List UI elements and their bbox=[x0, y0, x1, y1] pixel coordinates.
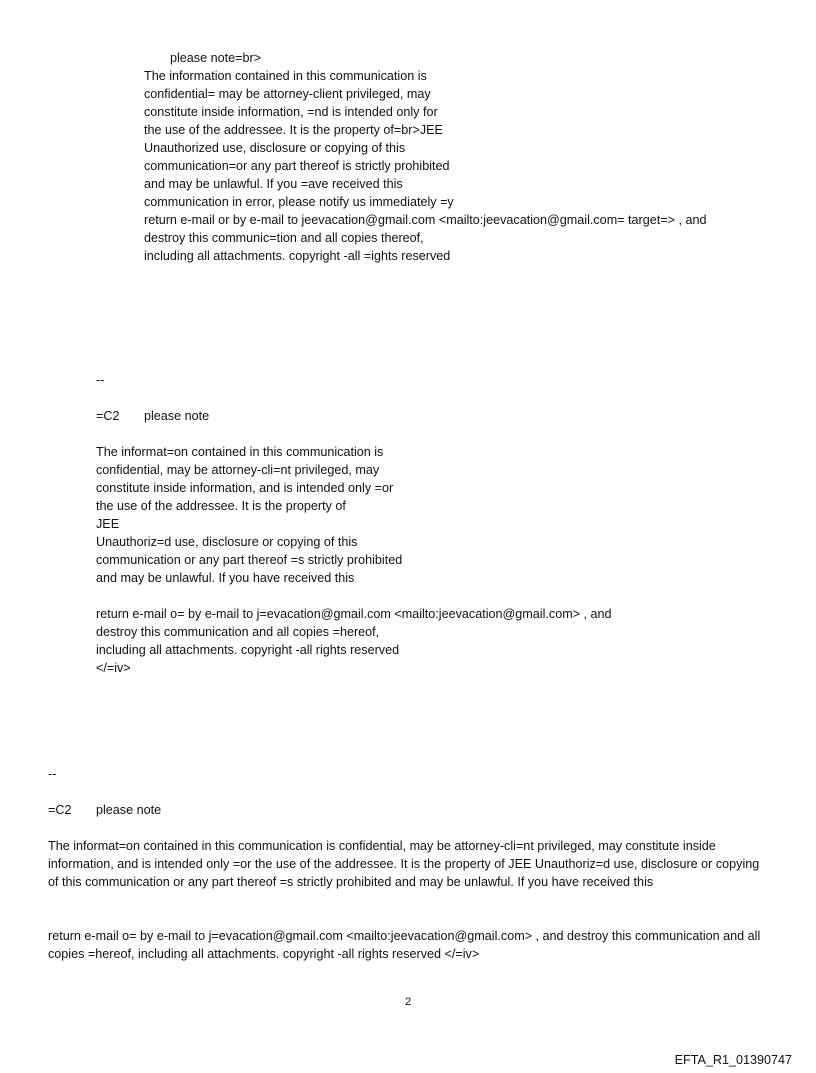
block2-body-line-5: Unauthoriz=d use, disclosure or copying of this bbox=[96, 535, 358, 549]
block3-header-text: please note bbox=[96, 803, 162, 817]
block2-header-code: =C2 bbox=[96, 409, 120, 423]
block1-line-6: communication=or any part thereof is strictly prohibited bbox=[144, 159, 450, 173]
block2-body-line-1: confidential, may be attorney-cli=nt privileged, may bbox=[96, 463, 380, 477]
block2-body-line-6: communication or any part thereof =s strictly prohibited bbox=[96, 553, 403, 567]
block1-line-7: and may be unlawful. If you =ave received this bbox=[144, 177, 403, 191]
block1-line-10: destroy this communic=tion and all copies thereof, bbox=[144, 231, 424, 245]
block2-tail-line-1: destroy this communication and all copies =hereof, bbox=[96, 625, 380, 639]
block2-body-line-3: the use of the addressee. It is the property of bbox=[96, 499, 346, 513]
block2-body-line-0: The informat=on contained in this communication is bbox=[96, 445, 384, 459]
block3-header bbox=[48, 801, 161, 819]
block3-paragraph-1: The informat=on contained in this communication is confidential, may be attorney-cli=nt privileged, may constitute inside information, and is intended only =or the use of the addressee. It is the property of JEE Unauthoriz=d use, disclosure or copying of this communication or any part thereof =s strictly prohibited and may be unlawful. If you have received this bbox=[48, 839, 760, 889]
block2-separator: -- bbox=[96, 373, 105, 387]
block3-header-code: =C2 bbox=[48, 803, 72, 817]
block2-header bbox=[96, 407, 209, 425]
block1-line-2: confidential= may be attorney-client privileged, may bbox=[144, 87, 431, 101]
block2-body-line-2: constitute inside information, and is intended only =or bbox=[96, 481, 394, 495]
block2-body-line-4: JEE bbox=[96, 517, 120, 531]
block2-tail-line-2: including all attachments. copyright -all rights reserved bbox=[96, 643, 400, 657]
block1-line-9: return e-mail or by e-mail to jeevacation@gmail.com <mailto:jeevacation@gmail.com= target=> , and bbox=[144, 213, 707, 227]
block1-line-8: communication in error, please notify us immediately =y bbox=[144, 195, 454, 209]
document-id-stamp: EFTA_R1_01390747 bbox=[674, 1053, 792, 1067]
block2-tail-line-0: return e-mail o= by e-mail to j=evacation@gmail.com <mailto:jeevacation@gmail.com> , and bbox=[96, 607, 612, 621]
block2-tail-line-3: </=iv> bbox=[96, 661, 131, 675]
block1-line-3: constitute inside information, =nd is intended only for bbox=[144, 105, 438, 119]
block1-line-4: the use of the addressee. It is the property of=br>JEE bbox=[144, 123, 443, 137]
block1-line-11: including all attachments. copyright -all =ights reserved bbox=[144, 249, 451, 263]
page-number: 2 bbox=[404, 996, 412, 1008]
block1-line-5: Unauthorized use, disclosure or copying of this bbox=[144, 141, 406, 155]
block3-separator: -- bbox=[48, 767, 57, 781]
block2-body-line-7: and may be unlawful. If you have received this bbox=[96, 571, 355, 585]
block1-line-1: The information contained in this communication is bbox=[144, 69, 427, 83]
block2-header-text: please note bbox=[144, 409, 210, 423]
block3-paragraph-2: return e-mail o= by e-mail to j=evacation@gmail.com <mailto:jeevacation@gmail.com> , and destroy this communication and all copies =hereof, including all attachments. copyright -all rights reserved </=iv> bbox=[48, 929, 761, 961]
block1-line-0: please note=br> bbox=[170, 51, 262, 65]
